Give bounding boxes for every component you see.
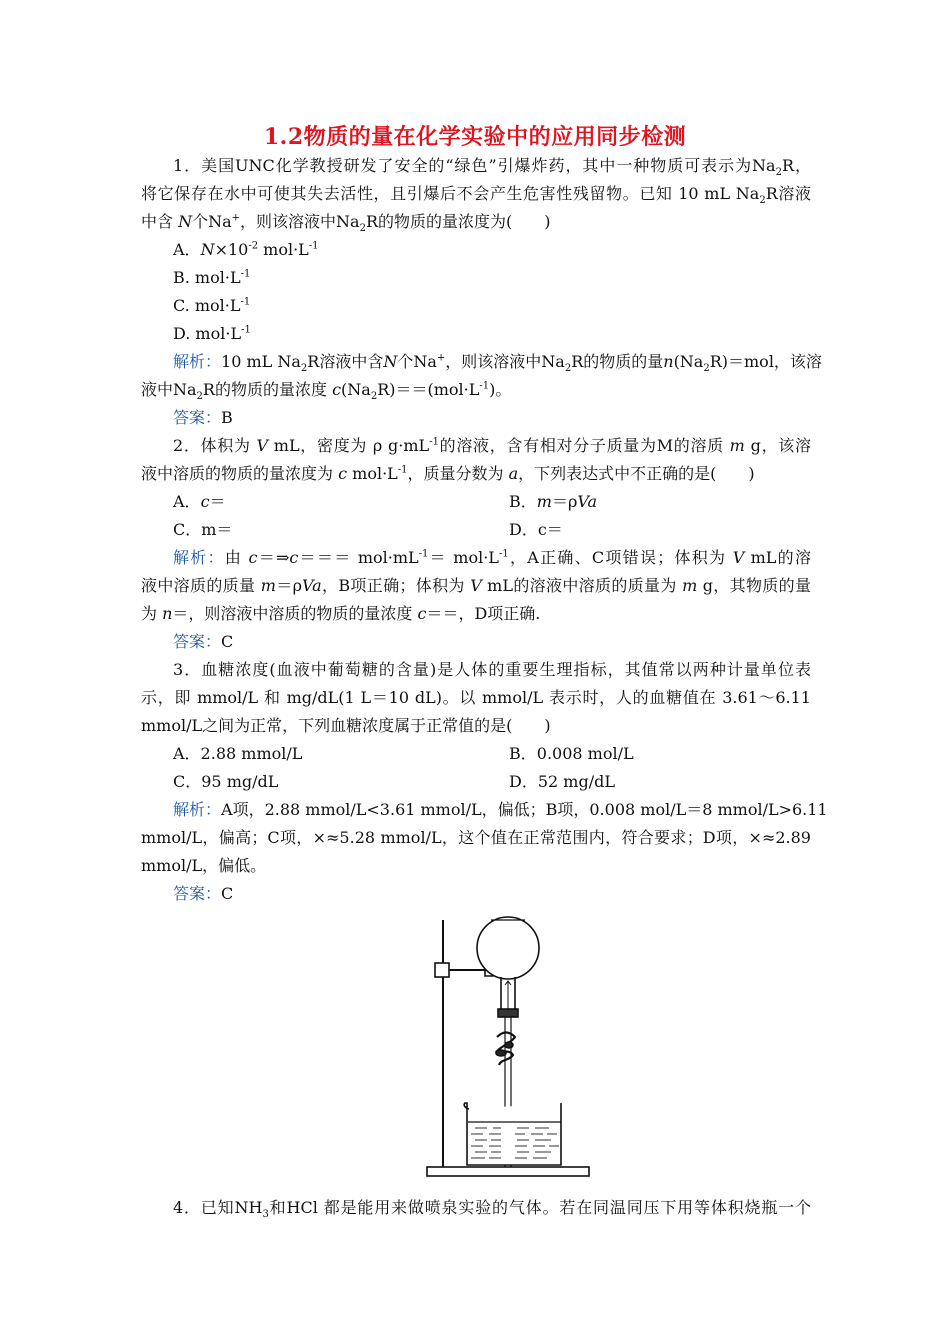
q3-option-b: B．0.008 mol/L — [509, 744, 634, 763]
q3-stem-line-3: mmol/L之间为正常，下列血糖浓度属于正常值的是( ) — [141, 716, 551, 735]
q2-stem-line-2: 液中溶质的物质的量浓度为 c $mol\cdot L^{-1}$，质量分数为 a，下列表达式中不正确的是( ) — [141, 464, 755, 483]
answer-label: 答案： — [173, 884, 222, 903]
q3-option-c: C．95 mg/dL — [173, 772, 279, 791]
answer-label: 答案： — [173, 408, 222, 427]
q2-option-b: B．m＝ρVa — [509, 492, 597, 511]
q3-options-row-1 — [173, 744, 811, 764]
analysis-label: 解析： — [173, 352, 222, 371]
analysis-label: 解析： — [173, 800, 222, 819]
q2-option-d: D．c＝ — [509, 520, 563, 539]
q2-options-row-2 — [173, 520, 811, 540]
q2-analysis-line-1: 解析：由 c＝⇒c＝＝＝ $mol\cdot mL^{-1}= mol\cdot L^{-1}$，A正确、C项错误；体积为 V mL的溶 — [173, 548, 811, 567]
pinch-clamp — [497, 1033, 515, 1066]
q1-option-a: A．$N\times 10^{-2}$ $mol\cdot L^{-1}$ — [173, 240, 319, 259]
q2-option-a: A．c＝ — [173, 492, 226, 511]
q1-option-b: B. $mol\cdot L^{-1}$ — [173, 268, 251, 287]
q3-analysis-line-2: mmol/L，偏高；C项，×≈5.28 mmol/L，这个值在正常范围内，符合要求；D项，×≈2.89 — [141, 828, 811, 847]
q3-options-row-2 — [173, 772, 811, 792]
q3-analysis-line-1: 解析：A项，2.88 mmol/L<3.61 mmol/L，偏低；B项，0.008 mol/L＝8 mmol/L>6.11 — [173, 800, 828, 819]
q1-analysis-line-2: 液中$Na_2R$的物质的量浓度 $c(Na_2R)==(mol\cdot L^{-1})$。 — [141, 380, 512, 403]
q3-answer: 答案：C — [173, 884, 234, 903]
round-bottom-flask — [477, 917, 539, 979]
q3-option-d: D．52 mg/dL — [509, 772, 615, 791]
q1-stem-line-3: 中含 N个Na+，则该溶液中$Na_2R$的物质的量浓度为( ) — [141, 212, 551, 235]
q4-stem-line-1: 4．已知$NH_3$和HCl 都是能用来做喷泉实验的气体。若在同温同压下用等体积烧瓶一个 — [173, 1198, 811, 1221]
stand-base — [427, 1167, 589, 1176]
answer-label: 答案： — [173, 632, 222, 651]
q1-analysis-line-1: 解析：10 mL $Na_2R$溶液中含N个Na+，则该溶液中$Na_2R$的物质的量$n(Na_2R)=mol$，该溶 — [173, 352, 822, 375]
q1-option-c: C. $mol\cdot L^{-1}$ — [173, 296, 251, 315]
q3-analysis-line-3: mmol/L，偏低。 — [141, 856, 267, 875]
stopper — [498, 1009, 518, 1017]
q3-option-a: A．2.88 mmol/L — [173, 744, 303, 763]
q1-stem-line-2: 将它保存在水中可使其失去活性，且引爆后不会产生危害性残留物。已知 10 mL $Na_2R$溶液 — [141, 184, 811, 207]
q2-stem-line-1: 2．体积为 V mL，密度为 ρ $g\cdot mL^{-1}$的溶液，含有相对分子质量为M的溶质 m g，该溶 — [173, 436, 811, 455]
q2-analysis-line-3: 为 n＝，则溶液中溶质的物质的量浓度 c＝＝，D项正确. — [141, 604, 541, 623]
q2-option-c: C．m＝ — [173, 520, 233, 539]
q2-analysis-line-2: 液中溶质的质量 m＝ρVa，B项正确；体积为 V mL的溶液中溶质的质量为 m g，其物质的量 — [141, 576, 811, 595]
page-title: 1.2物质的量在化学实验中的应用同步检测 — [263, 124, 687, 150]
q3-stem-line-2: 示，即 mmol/L 和 mg/dL(1 L＝10 dL)。以 mmol/L 表示时，人的血糖值在 3.61～6.11 — [141, 688, 811, 707]
analysis-label: 解析： — [173, 548, 225, 567]
q3-stem-line-1: 3．血糖浓度(血液中葡萄糖的含量)是人体的重要生理指标，其值常以两种计量单位表 — [173, 660, 811, 679]
q1-option-d: D. $mol\cdot L^{-1}$ — [173, 324, 251, 343]
fountain-apparatus-figure — [425, 915, 635, 1180]
q1-stem-line-1: 1．美国UNC化学教授研发了安全的“绿色”引爆炸药，其中一种物质可表示为$Na_2R$， — [173, 156, 811, 179]
q1-answer: 答案：B — [173, 408, 233, 427]
q2-answer: 答案：C — [173, 632, 234, 651]
q2-options-row-1 — [173, 492, 811, 512]
